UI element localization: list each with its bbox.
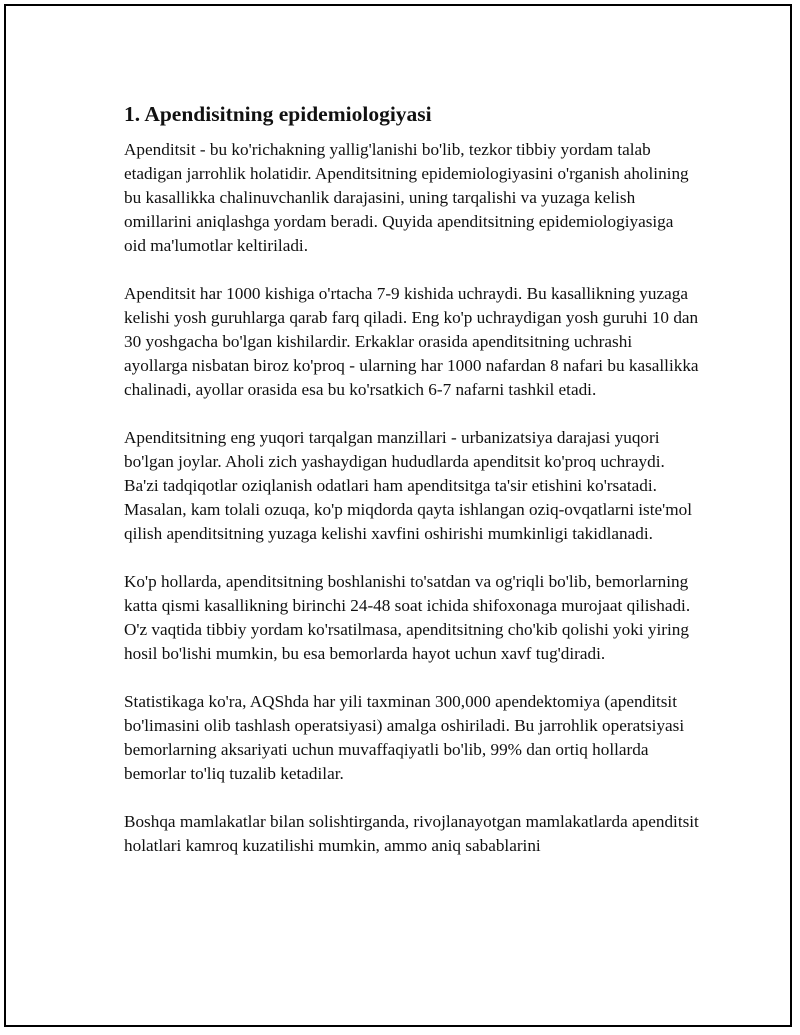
paragraph-incidence: Apenditsit har 1000 kishiga o'rtacha 7-9 kishida uchraydi. Bu kasallikning yuzaga kelishi yosh guruhlarga qarab farq qiladi. Eng ko'p uchraydigan yosh guruhi 10 dan 30 yoshgacha bo'lgan kishilardir. Erkaklar orasida apenditsitning uchrashi ayollarga nisbatan biroz ko'proq - ularning har 1000 nafardan 8 nafari bu kasallikka chalinadi, ayollar orasida esa bu ko'rsatkich 6-7 nafarni tashkil etadi. [124,284,699,399]
paragraph-intro: Apenditsit - bu ko'richakning yallig'lanishi bo'lib, tezkor tibbiy yordam talab etadigan jarrohlik holatidir. Apenditsitning epidemiologiyasini o'rganish aholining bu kasallikka chalinuvchanlik darajasini, uning tarqalishi va yuzaga kelish omillarini aniqlashga yordam beradi. Quyida apenditsitning epidemiologiyasiga oid ma'lumotlar keltiriladi. [124,140,689,255]
section-heading: 1. Apendisitning epidemiologiyasi [124,102,432,126]
page-frame [4,4,792,1027]
paragraph-statistics: Statistikaga ko'ra, AQShda har yili taxminan 300,000 apendektomiya (apenditsit bo'limasini olib tashlash operatsiyasi) amalga oshiriladi. Bu jarrohlik operatsiyasi bemorlarning aksariyati uchun muvaffaqiyatli bo'lib, 99% dan ortiq hollarda bemorlar to'liq tuzalib ketadilar. [124,692,685,783]
paragraph-onset: Ko'p hollarda, apenditsitning boshlanishi to'satdan va og'riqli bo'lib, bemorlarning katta qismi kasallikning birinchi 24-48 soat ichida shifoxonaga murojaat qilishadi. O'z vaqtida tibbiy yordam ko'rsatilmasa, apenditsitning cho'kib qolishi yoki yiring hosil bo'lishi mumkin, bu esa bemorlarda hayot uchun xavf tug'diradi. [124,572,691,663]
document-body [124,100,699,882]
paragraph-comparison: Boshqa mamlakatlar bilan solishtirganda, rivojlanayotgan mamlakatlarda apenditsit holatlari kamroq kuzatilishi mumkin, ammo aniq sabablarini [124,812,699,855]
paragraph-geography: Apenditsitning eng yuqori tarqalgan manzillari - urbanizatsiya darajasi yuqori bo'lgan joylar. Aholi zich yashaydigan hududlarda apenditsit ko'proq uchraydi. Ba'zi tadqiqotlar oziqlanish odatlari ham apenditsitga ta'sir etishini ko'rsatadi. Masalan, kam tolali ozuqa, ko'p miqdorda qayta ishlangan oziq-ovqatlarni iste'mol qilish apenditsitning yuzaga kelishi xavfini oshirishi mumkinligi takidlanadi. [124,428,692,543]
